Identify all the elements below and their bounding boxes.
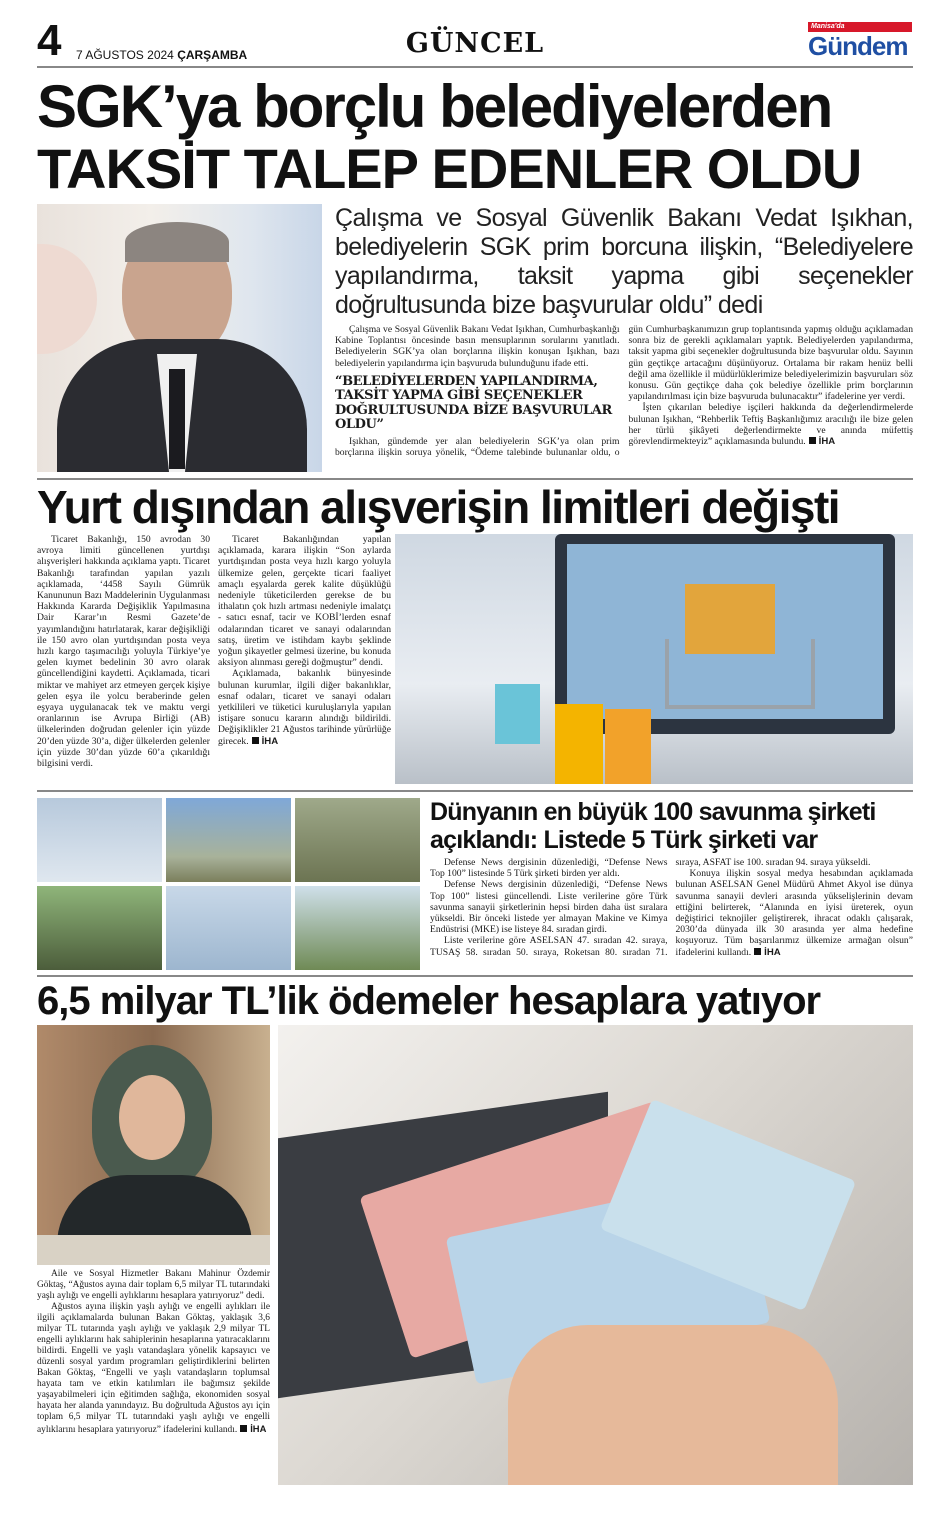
article2-paragraph: Ticaret Bakanlığından yapılan açıklamada, karara ilişkin “Son aylarda yurtdışından posta veya hızlı kargo yoluyla ülkemize gelen, gerçekte ticari faaliyet amaçlı eşyalarda gerek kalite düşüklüğü nedeniyle tüketicilerden gerekse de bu ithalatın çok hızlı artması nedeniyle imalatçı - satıcı esnaf, tacir ve KOBİ’lerden esnaf odalarından ticaret ve sanayi odalarından satış, üretim ve istihdam kaybı şeklinde yoğun şikayetler gelmesi üzerine, bu konuda aksiyon alınması gereği doğmuştur” dendi. <box>218 534 391 669</box>
minister-goktas-photo <box>37 1025 270 1265</box>
missile-system-photo <box>166 798 291 882</box>
turkish-lira-banknotes-photo <box>278 1025 913 1485</box>
issue-date <box>76 48 247 62</box>
weekday: ÇARŞAMBA <box>177 48 248 62</box>
header-divider <box>37 66 913 68</box>
article3-paragraph: Liste verilerine göre ASELSAN 47. sıradan 42. sıraya, TUSAŞ 58. sıradan 50. sıraya, Roketsan 80. sıradan 71. sıraya, ASFAT ise 100. sıradan 94. sıraya yükseldi. <box>430 857 871 958</box>
soldier-rifle-photo <box>295 798 420 882</box>
article1-subheadline: “BELEDİYELERDEN YAPILANDIRMA, TAKSİT YAPMA GİBİ SEÇENEKLER DOĞRULTUSUNDA BİZE BAŞVURULAR OLDU” <box>335 373 612 433</box>
logo-main-text: Gündem <box>808 31 908 60</box>
helicopter-photo <box>166 886 291 970</box>
article3-paragraph: Konuya ilişkin sosyal medya hesabından açıklamada bulunan ASELSAN Genel Müdürü Ahmet Akyol ise dünya savunma sanayii devleri arasında yükselişlerinin devam ettiğini belirterek, “Alanında en iyisi üreterek, oyun değiştirici teknojiler geliştirerek, ihracat odaklı çalışarak, 2030’da dünyada ilk 30 arasında yer alma hedefine koşuyoruz. Tüm başarılarımız ülkemize armağan olsun” ifadelerini kullandı. <box>675 868 913 958</box>
article2-paragraph: Açıklamada, bakanlık bünyesinde bulunan kurumlar, ilgili diğer bakanlıklar, esnaf odaları, ticaret ve sanayi odaları yetkilileri ve tüketici kuruluşlarıyla yapılan istişare sonucu kararın alındığı bildirildi. Değişiklikler 21 Ağustos tarihinde yürürlüğe girecek. <box>218 668 391 747</box>
section-divider <box>37 790 913 792</box>
article4-column <box>37 1269 270 1436</box>
minister-isikhan-photo <box>37 204 322 472</box>
article3-paragraph: Defense News dergisinin düzenlediği, “Defense News Top 100” listesi güncellendi. Liste verilerine göre Türk savunma sanayii şirketlerinin hepsi birden daha üst sıralara yükseldi. Bir önceki listede yer almayan Makine ve Kimya Endüstrisi (MKE) ise listeye 84. sıradan girdi. <box>430 879 668 936</box>
article4-paragraph: Ağustos ayına ilişkin yaşlı aylığı ve engelli aylıkları ile ilgili açıklamalarda bulunan Bakan Göktaş, yaklaşık 3,6 milyar TL tutarında yaşlı aylığı ve yaklaşık 2,9 milyar TL engelli aylıklarını hak sahiplerinin hesaplarına yatıracaklarını bildirdi. Engelli ve yaşlı vatandaşlara yönelik kapsayıcı ve düzenli sosyal yardım programları geliştirdiklerini belirten Bakan Göktaş, “Engelli ve yaşlı vatandaşların toplumsal hayata tam ve etkin katılımları ile bağımsız şekilde yaşayabilmeleri için eğitimden sağlığa, ekonomiden sosyal hayata her alanda yanındayız. Bu doğrultuda Ağustos ayı için toplam 6,5 milyar TL tutarındaki yaşlı aylığı ve engelli aylıklarını hesaplara yatırıyoruz” ifadelerini kullandı. <box>37 1302 270 1435</box>
military-truck-photo <box>295 886 420 970</box>
source-tag: İHA <box>237 1423 266 1434</box>
article1-body <box>335 324 913 458</box>
armored-vehicle-photo <box>37 886 162 970</box>
source-tag: İHA <box>249 736 279 747</box>
headline-line-1: SGK’ya borçlu belediyelerden <box>37 73 832 140</box>
article1-paragraph: Işıkhan, gündemde yer alan belediyelerin SGK’ya olan prim borçlarına ilişkin soruya yönelik, “Ödeme talebinde bulunanlar oldu, o gün Cumhurbaşkanımızın grup toplantısında yapmış olduğu açıklamadan sonra biz de gerekli açıklamaları yaptık. Belediyelerden yapılandırma, taksit yapma gibi seçenekler doğrultusunda bize başvurular oldu. Sayının gün geçtikçe artacağını düşünüyoruz. Ortalama bir rakam henüz belli değil ama özellikle il müdürlüklerimize belediyelerimizin başvuruları söz konusu. Gün geçtikçe daha çok belediye özellikle prim borçlarının yapılandırılması için bize başvuruda bulunacaktır” ifadelerine yer verdi. <box>335 324 913 459</box>
page-header <box>37 0 913 66</box>
article3-paragraph: Defense News dergisinin düzenlediği, “Defense News Top 100” listesinde 5 Türk şirketi birden yer aldı. <box>430 857 668 880</box>
section-title: GÜNCEL <box>405 28 545 59</box>
date: 7 AĞUSTOS 2024 <box>76 48 174 62</box>
article1-paragraph: İşten çıkarılan belediye işçileri hakkında da değerlendirmelerde bulunan Işıkhan, “Rehberlik Teftiş Başkanlığımız aracılığı ile bize gelen her türlü şikâyeti değerlendirmekte ve anında müfettiş görevlendirmekteyiz” açıklamasında bulundu. <box>628 402 913 448</box>
article4-paragraph: Aile ve Sosyal Hizmetler Bakanı Mahinur Özdemir Göktaş, “Ağustos ayına dair toplam 6,5 milyar TL tutarındaki yaşlı aylığı ve engelli aylıklarını hesaplara yatırıyoruz” dedi. <box>37 1269 270 1301</box>
shopping-cart-laptop-photo <box>395 534 913 784</box>
article1-paragraph: Çalışma ve Sosyal Güvenlik Bakanı Vedat Işıkhan, Cumhurbaşkanlığı Kabine Toplantısı öncesinde basın mensuplarının sorularını yanıtladı. Belediyelerin SGK’ya olan borçlarına ilişkin konuşan Işıkhan, bazı belediyelerin yapılandırma için başvuruda bulunduğunu ifade etti. <box>335 324 620 369</box>
drone-photo <box>37 798 162 882</box>
source-tag: İHA <box>751 947 781 958</box>
article2-columns <box>37 534 391 769</box>
article4-headline: 6,5 milyar TL’lik ödemeler hesaplara yatıyor <box>37 979 821 1023</box>
article1-headline <box>37 73 913 200</box>
newspaper-logo <box>808 22 912 60</box>
logo-top-text: Manisa'da <box>808 22 912 32</box>
article1-lede: Çalışma ve Sosyal Güvenlik Bakanı Vedat Işıkhan, belediyelerin SGK prim borcuna ilişkin, “Belediyelere yapılandırma, taksit yapma gibi seçenekler doğrultusunda bize başvurular oldu” dedi <box>335 204 913 319</box>
headline-line-2: TAKSİT TALEP EDENLER OLDU <box>37 137 862 200</box>
article2-headline: Yurt dışından alışverişin limitleri değişti <box>37 481 840 533</box>
source-tag: İHA <box>806 436 836 447</box>
article2-paragraph: Ticaret Bakanlığı, 150 avrodan 30 avroya limiti güncellenen yurtdışı alışverişleri hakkında açıklama yaptı. Ticaret Bakanlığı tarafından yapılan yazılı açıklamada, ‘4458 Sayılı Gümrük Kanununun Bazı Maddelerinin Uygulanması Hakkında Kararda Değişiklik Yapılmasına Dair Karar’ın Resmi Gazete’de yayımlandığını hatırlatarak, karar değişikliği ile 150 avro olan yurtdışından posta veya hızlı kargo taşımacılığı yoluyla Türkiye’ye gelen kıymet bedelinin 30 avro olarak güncellendiğini kaydetti. Açıklamada, ticari miktar ve mahiyet arz etmeyen gerçek kişiye gelen eşya ile yolcu beraberinde gelen eşyaya uygulanacak tek ve maktu vergi oranlarının ise Avrupa Birliği (AB) ülkelerinden doğrudan gelenler için yüzde 20’den yüzde 30’a, diğer ülkelerden gelenler için yüzde 30’dan yüzde 60’a çıkarıldığı bilgisini verdi. <box>37 534 210 770</box>
page-number: 4 <box>37 16 62 65</box>
article3-columns <box>430 857 913 958</box>
article3-headline: Dünyanın en büyük 100 savunma şirketi açıklandı: Listede 5 Türk şirketi var <box>430 798 876 854</box>
defense-photo-grid <box>37 798 420 970</box>
